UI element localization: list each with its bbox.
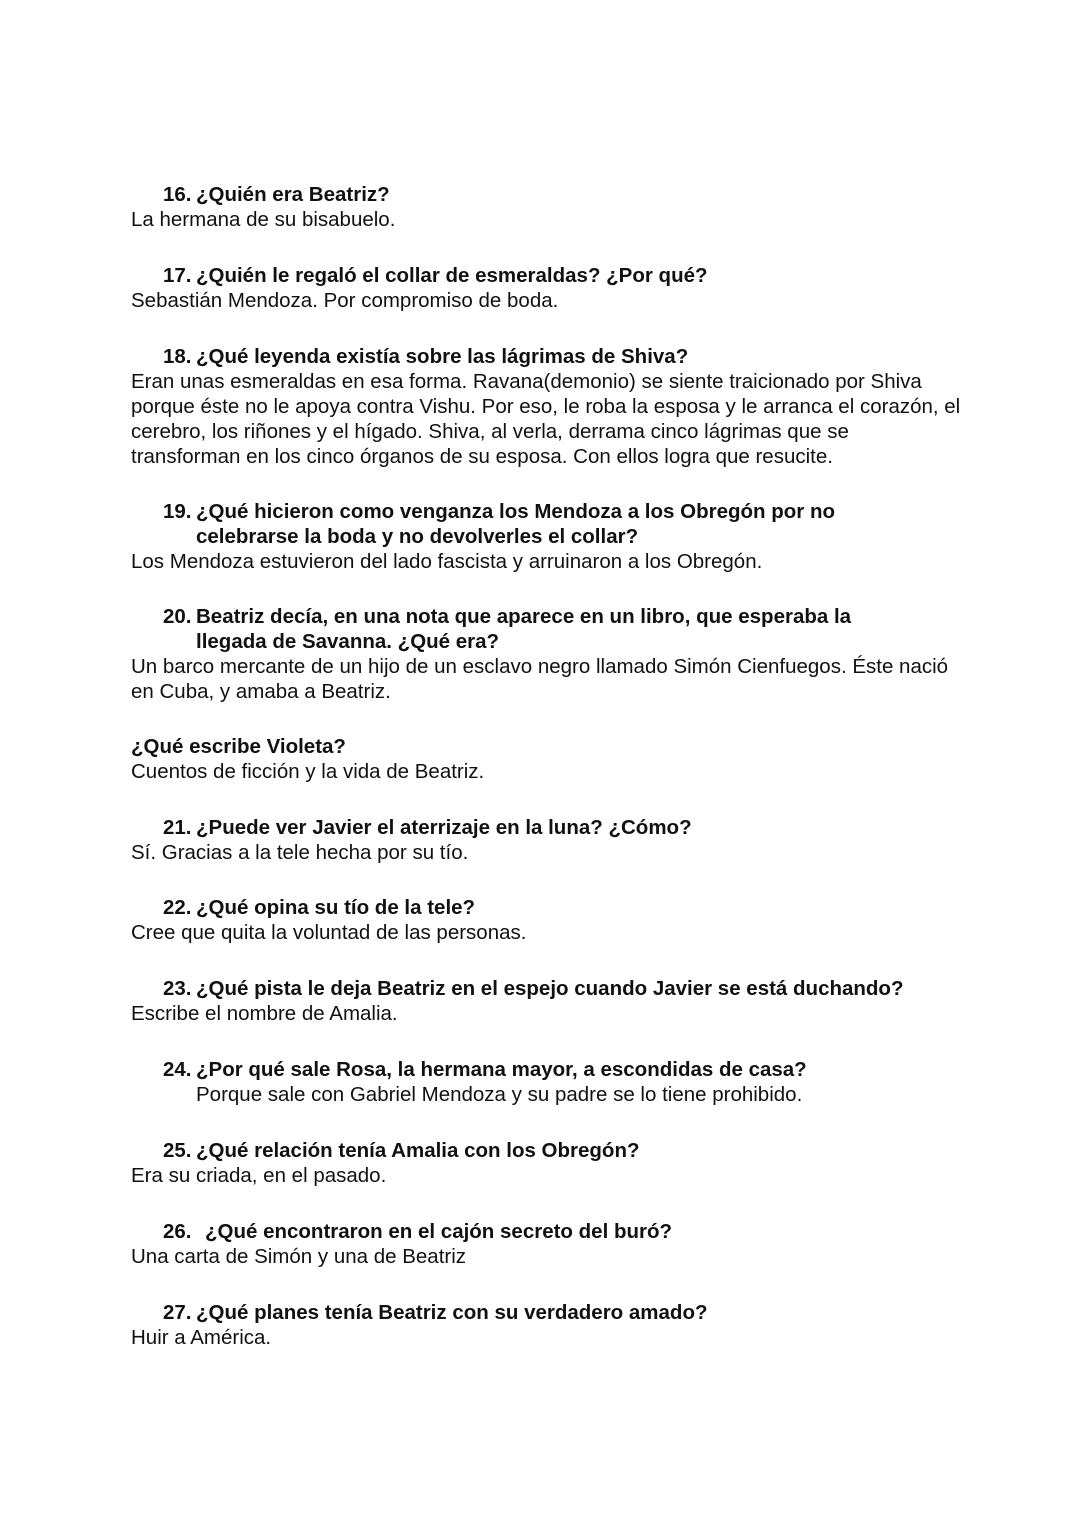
question	[131, 976, 961, 1001]
question	[131, 604, 961, 654]
question-number: 27.	[163, 1301, 192, 1324]
question-number: 20.	[163, 605, 192, 628]
question-text: ¿Por qué sale Rosa, la hermana mayor, a escondidas de casa?	[196, 1058, 807, 1081]
question	[131, 344, 961, 369]
qa-item-24	[131, 1057, 961, 1107]
answer-text: Una carta de Simón y una de Beatriz	[131, 1245, 467, 1268]
question-text: ¿Qué planes tenía Beatriz con su verdadero amado?	[196, 1301, 708, 1324]
question	[131, 499, 961, 549]
answer-text: Eran unas esmeraldas en esa forma. Ravana(demonio) se siente traicionado por Shiva porque éste no le apoya contra Vishu. Por eso, le roba la esposa y le arranca el corazón, el cerebro, los riñones y el hígado. Shiva, al verla, derrama cinco lágrimas que se transforman en los cinco órganos de su esposa. Con ellos logra que resucite.	[131, 370, 961, 468]
question-number: 22.	[163, 896, 192, 919]
qa-item-19	[131, 499, 961, 574]
question-number: 25.	[163, 1139, 192, 1162]
document-page	[131, 182, 961, 1350]
question	[131, 1300, 961, 1325]
answer-text: Porque sale con Gabriel Mendoza y su padre se lo tiene prohibido.	[196, 1083, 803, 1106]
question	[131, 263, 961, 288]
qa-item-18	[131, 344, 961, 469]
question-text: ¿Quién le regaló el collar de esmeraldas? ¿Por qué?	[196, 264, 708, 287]
question-text: ¿Quién era Beatriz?	[196, 183, 390, 206]
question-text: ¿Qué encontraron en el cajón secreto del buró?	[205, 1220, 673, 1243]
question-number: 19.	[163, 500, 192, 523]
question-text: ¿Qué escribe Violeta?	[131, 735, 346, 758]
question-text: Beatriz decía, en una nota que aparece en un libro, que esperaba la llegada de Savanna. ¿Qué era?	[196, 605, 852, 653]
question	[131, 895, 961, 920]
question	[131, 182, 961, 207]
qa-item-20	[131, 604, 961, 704]
answer-text: Un barco mercante de un hijo de un esclavo negro llamado Simón Cienfuegos. Éste nació en Cuba, y amaba a Beatriz.	[131, 655, 949, 703]
question-text: ¿Qué pista le deja Beatriz en el espejo cuando Javier se está duchando?	[196, 977, 904, 1000]
question	[131, 1057, 961, 1082]
answer-text: Cree que quita la voluntad de las personas.	[131, 921, 527, 944]
question	[131, 815, 961, 840]
question-number: 16.	[163, 183, 192, 206]
question-number: 26.	[163, 1220, 192, 1243]
answer-text: La hermana de su bisabuelo.	[131, 208, 396, 231]
question-number: 18.	[163, 345, 192, 368]
qa-item-25	[131, 1138, 961, 1188]
question-number: 17.	[163, 264, 192, 287]
qa-item-22	[131, 895, 961, 945]
question-text: ¿Qué relación tenía Amalia con los Obregón?	[196, 1139, 640, 1162]
question-number: 24.	[163, 1058, 192, 1081]
question	[131, 1138, 961, 1163]
question-number: 21.	[163, 816, 192, 839]
question-text: ¿Qué hicieron como venganza los Mendoza a los Obregón por no celebrarse la boda y no devolverles el collar?	[196, 500, 835, 548]
answer-text: Huir a América.	[131, 1326, 272, 1349]
qa-item-21	[131, 815, 961, 865]
question-number: 23.	[163, 977, 192, 1000]
qa-item-violeta	[131, 734, 961, 784]
qa-item-27	[131, 1300, 961, 1350]
question-text: ¿Qué opina su tío de la tele?	[196, 896, 476, 919]
qa-item-23	[131, 976, 961, 1026]
answer-text: Sí. Gracias a la tele hecha por su tío.	[131, 841, 469, 864]
answer-text: Los Mendoza estuvieron del lado fascista y arruinaron a los Obregón.	[131, 550, 763, 573]
answer-text: Escribe el nombre de Amalia.	[131, 1002, 398, 1025]
answer-text: Era su criada, en el pasado.	[131, 1164, 387, 1187]
question-text: ¿Qué leyenda existía sobre las lágrimas de Shiva?	[196, 345, 689, 368]
answer-text: Cuentos de ficción y la vida de Beatriz.	[131, 760, 485, 783]
qa-item-26	[131, 1219, 961, 1269]
qa-item-17	[131, 263, 961, 313]
question	[131, 1219, 961, 1244]
question-text: ¿Puede ver Javier el aterrizaje en la luna? ¿Cómo?	[196, 816, 692, 839]
qa-item-16	[131, 182, 961, 232]
answer-text: Sebastián Mendoza. Por compromiso de boda.	[131, 289, 559, 312]
